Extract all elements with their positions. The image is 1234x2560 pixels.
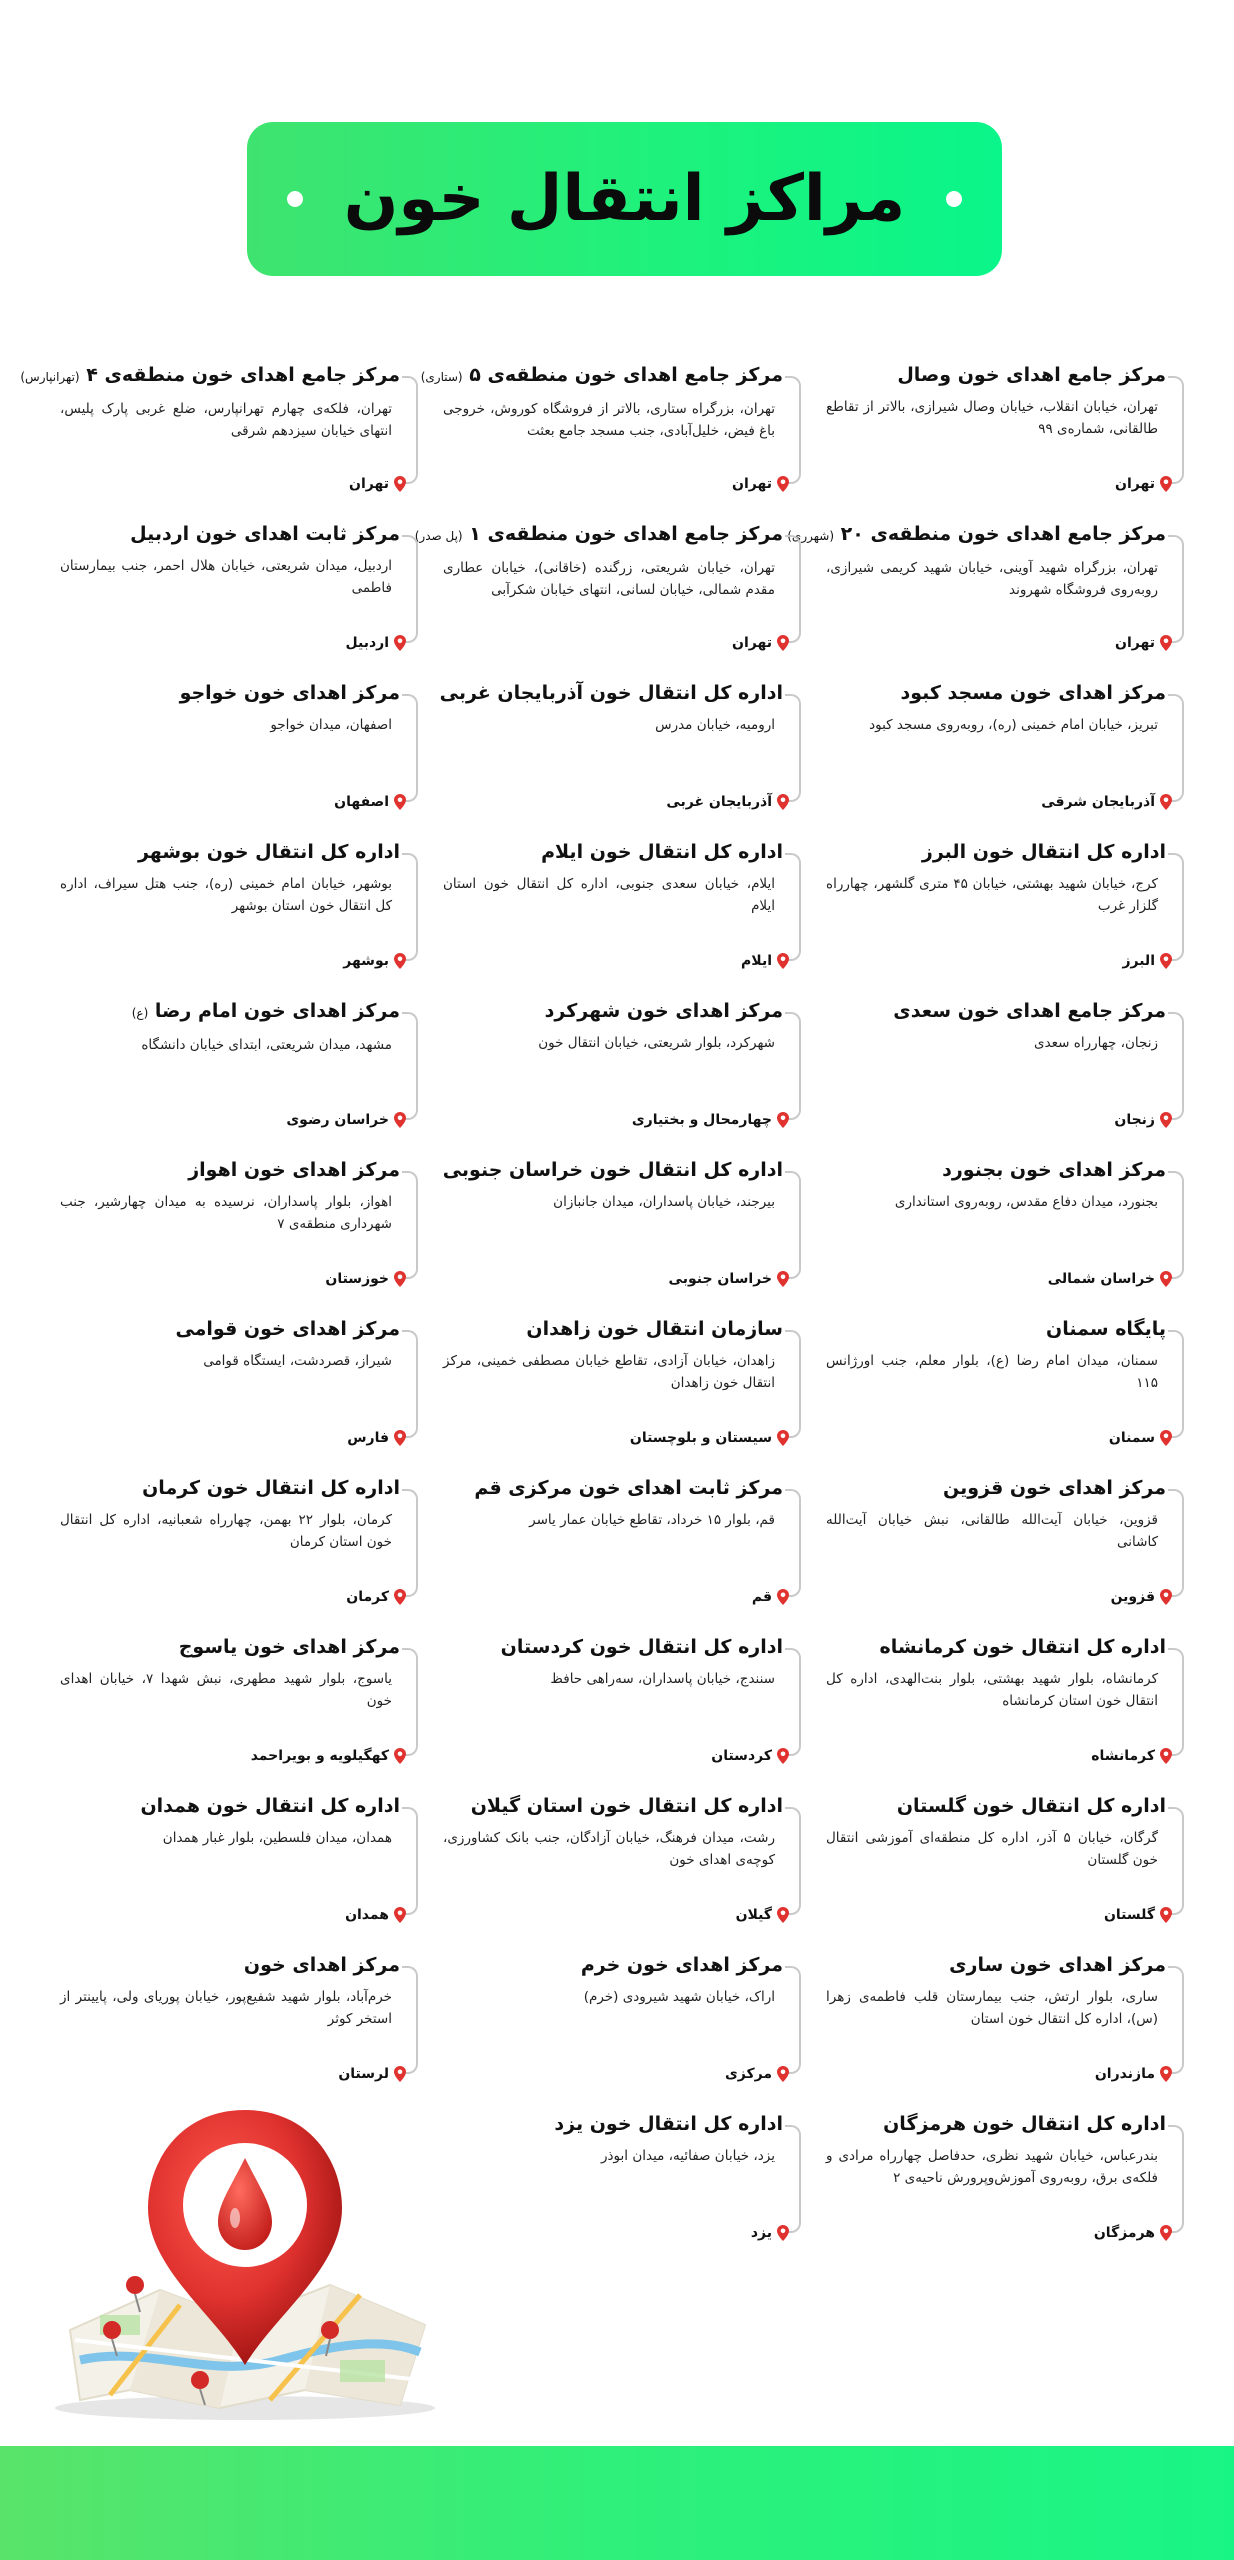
location-pin-icon [1160,635,1172,651]
center-name [420,362,783,390]
location-pin-icon [777,476,789,492]
center-city-label: یزد [750,2225,772,2241]
center-card [50,1783,418,1923]
card-bracket [785,1807,801,1915]
footer-bar [0,2446,1234,2560]
location-pin-icon [394,794,406,810]
location-pin-icon [394,1748,406,1764]
location-pin-icon [1160,1589,1172,1605]
center-address: بندرعباس، خیابان شهید نظری، حدفاصل چهارراه مرادی و فلکه‌ی برق، روبه‌روی آموزش‌وپرورش ناحیه‌ی ۲ [826,2148,1158,2186]
center-address: شهرکرد، بلوار شریعتی، خیابان انتقال خون [538,1035,775,1051]
card-bracket [402,1648,418,1756]
center-address: خرم‌آباد، بلوار شهید شفیع‌پور، خیابان پوریای ولی، پایینتر از استخر کوثر [60,1989,392,2027]
center-city [666,794,789,810]
center-name-text: مرکز اهدای خون مسجد کبود [900,682,1166,704]
center-name-text: اداره کل انتقال خون بوشهر [137,841,400,863]
center-city-label: سمنان [1108,1430,1155,1446]
card-bracket [785,1489,801,1597]
center-city-label: البرز [1122,953,1155,969]
centers-grid [20,352,1184,2260]
center-address: کرمانشاه، بلوار شهید بهشتی، بلوار بنت‌الهدی، اداره کل انتقال خون استان کرمانشاه [826,1671,1158,1709]
center-city-label: اصفهان [334,794,389,810]
center-name-text: مرکز اهدای خون بجنورد [942,1159,1166,1181]
center-name [826,1157,1166,1183]
center-name-text: سازمان انتقال خون زاهدان [526,1318,783,1340]
location-pin-icon [1160,2066,1172,2082]
center-address: مشهد، میدان شریعتی، ابتدای خیابان دانشگاه [141,1037,392,1053]
center-city [741,953,789,969]
center-card [433,829,801,969]
card-bracket [1168,535,1184,643]
card-bracket [785,1012,801,1120]
center-city-label: اردبیل [345,635,389,651]
card-bracket [1168,1489,1184,1597]
center-city [732,635,789,651]
center-city-label: هرمزگان [1093,2225,1155,2241]
center-address: ایلام، خیابان سعدی جنوبی، اداره کل انتقال خون استان ایلام [443,876,775,914]
center-city [343,953,406,969]
center-city-label: گیلان [735,1907,772,1923]
location-pin-icon [1160,1748,1172,1764]
center-city-label: تهران [349,476,389,492]
center-name-text: اداره کل انتقال خون آذربایجان غربی [439,682,783,704]
location-pin-icon [1160,1907,1172,1923]
card-bracket [785,1171,801,1279]
location-pin-icon [777,953,789,969]
card-bracket [785,2125,801,2233]
center-name-text: مرکز اهدای خون یاسوج [178,1636,400,1658]
card-bracket [402,535,418,643]
card-bracket [1168,853,1184,961]
card-bracket [1168,694,1184,802]
center-city [347,1430,406,1446]
location-pin-icon [777,635,789,651]
location-pin-icon [394,1907,406,1923]
center-name [826,998,1166,1024]
center-city-label: قم [751,1589,772,1605]
center-name-text: مرکز اهدای خون اهواز [188,1159,400,1181]
center-name [826,680,1166,706]
center-name [443,2111,783,2137]
location-pin-icon [777,1748,789,1764]
card-bracket [1168,1012,1184,1120]
center-name [60,998,400,1026]
center-name-text: مرکز اهدای خون شهرکرد [544,1000,783,1022]
center-city-label: کردستان [711,1748,772,1764]
center-address: تهران، فلکه‌ی چهارم تهرانپارس، ضلع غربی پارک پلیس، انتهای خیابان سیزدهم شرقی [60,401,392,439]
center-address: تهران، بزرگراه شهید آوینی، خیابان شهید کریمی شیرازی، روبه‌روی فروشگاه شهروند [826,560,1158,598]
center-address: زنجان، چهارراه سعدی [1034,1035,1158,1051]
location-pin-icon [394,2066,406,2082]
center-address: بوشهر، خیابان امام خمینی (ره)، جنب هتل سیراف، اداره کل انتقال خون استان بوشهر [60,876,392,914]
center-city-label: سیستان و بلوچستان [629,1430,772,1446]
center-city-label: مرکزی [724,2066,772,2082]
card-bracket [785,1966,801,2074]
center-name [443,839,783,865]
center-card [816,829,1184,969]
center-name [826,1475,1166,1501]
location-pin-icon [777,1271,789,1287]
center-address: تبریز، خیابان امام خمینی (ره)، روبه‌روی مسجد کبود [869,717,1158,733]
center-city [1048,1271,1172,1287]
center-card [50,511,418,651]
center-city [1109,1430,1172,1446]
card-bracket [1168,1966,1184,2074]
center-name [60,680,400,706]
center-name-text: مرکز جامع اهدای خون منطقه‌ی ۵ [469,364,783,386]
center-city [325,1271,406,1287]
center-name-text: مرکز اهدای خون امام رضا [154,1000,400,1022]
center-name [60,521,400,547]
center-city [338,2066,406,2082]
center-card [816,1624,1184,1764]
banner-dot-right [946,191,962,207]
location-pin-icon [394,635,406,651]
center-name [787,521,1166,549]
center-name-text: مرکز جامع اهدای خون منطقه‌ی ۲۰ [840,523,1166,545]
center-city [1115,635,1172,651]
center-card [433,988,801,1128]
center-address: کرج، خیابان شهید بهشتی، خیابان ۴۵ متری گلشهر، چهارراه گلزار غرب [826,876,1158,914]
location-pin-icon [1160,953,1172,969]
center-address: اهواز، بلوار پاسداران، نرسیده به میدان چهارشیر، جنب شهرداری منطقه‌ی ۷ [60,1194,392,1232]
center-city [1122,953,1172,969]
center-address: اراک، خیابان شهید شیرودی (خرم) [583,1989,775,2005]
center-card [816,1783,1184,1923]
card-bracket [785,535,801,643]
center-name [443,998,783,1024]
card-bracket [402,1807,418,1915]
location-pin-icon [394,1112,406,1128]
center-card [433,2101,801,2241]
center-city [1091,1748,1172,1764]
center-card [787,511,1184,651]
card-bracket [785,853,801,961]
center-name-text: مرکز ثابت اهدای خون مرکزی قم [474,1477,783,1499]
center-name [60,1157,400,1183]
location-pin-icon [1160,794,1172,810]
center-card [816,1147,1184,1287]
location-pin-icon [394,1430,406,1446]
center-city-label: خراسان شمالی [1047,1271,1155,1287]
location-pin-icon [1160,1112,1172,1128]
center-city [736,1907,789,1923]
location-pin-icon [1160,476,1172,492]
title-banner [247,122,1002,276]
center-city [751,2225,789,2241]
location-pin-icon [1160,1271,1172,1287]
center-city-label: کرمان [346,1589,389,1605]
center-address: گرگان، خیابان ۵ آذر، اداره کل منطقه‌ای آموزشی انتقال خون گلستان [826,1830,1159,1868]
center-city-label: مازندران [1094,2066,1155,2082]
center-city-label: تهران [732,476,772,492]
center-card [50,1306,418,1446]
center-card [816,1942,1184,2082]
center-city [725,2066,789,2082]
center-city-label: تهران [732,635,772,651]
center-address: سمنان، میدان امام رضا (ع)، بلوار معلم، جنب اورژانس ۱۱۵ [826,1353,1158,1391]
center-name-text: اداره کل انتقال خون استان گیلان [470,1795,783,1817]
center-address: یزد، خیابان صفائیه، میدان ابوذر [601,2148,775,2164]
card-bracket [785,1648,801,1756]
center-name-text: اداره کل انتقال خون ایلام [541,841,783,863]
center-city-label: چهارمحال و بختیاری [631,1112,772,1128]
center-name-text: اداره کل انتقال خون گلستان [896,1795,1166,1817]
center-address: بیرجند، خیابان پاسداران، میدان جانبازان [553,1194,775,1210]
center-city [1114,1112,1172,1128]
card-bracket [785,376,801,484]
center-address: ارومیه، خیابان مدرس [655,717,775,733]
center-city-label: خراسان جنوبی [668,1271,772,1287]
center-card [20,352,418,492]
center-city-label: آذربایجان غربی [666,794,772,810]
banner-dot-left [287,191,303,207]
location-pin-icon [777,1112,789,1128]
center-city [669,1271,789,1287]
center-city [1115,476,1172,492]
center-city [1094,2225,1172,2241]
center-address: قم، بلوار ۱۵ خرداد، تقاطع خیابان عمار یاسر [529,1512,775,1528]
center-name [60,1634,400,1660]
center-city-label: آذربایجان شرقی [1041,794,1155,810]
card-bracket [402,1489,418,1597]
center-name-text: اداره کل انتقال خون کردستان [500,1636,783,1658]
center-address: سنندج، خیابان پاسداران، سه‌راهی حافظ [550,1671,775,1687]
center-address: بجنورد، میدان دفاع مقدس، روبه‌روی استانداری [894,1194,1158,1210]
center-city-label: بوشهر [343,953,389,969]
card-bracket [1168,1807,1184,1915]
center-city [732,476,789,492]
center-name [826,1634,1166,1660]
center-city [349,476,406,492]
location-pin-icon [777,1430,789,1446]
center-name [60,1316,400,1342]
center-city [334,794,406,810]
center-city [286,1112,406,1128]
center-name [20,362,400,390]
center-name [60,1475,400,1501]
center-city-label: خوزستان [325,1271,389,1287]
center-name-text: مرکز اهدای خون قوامی [175,1318,400,1340]
center-name-text: اداره کل انتقال خون همدان [140,1795,400,1817]
center-name-text: مرکز جامع اهدای خون منطقه‌ی ۴ [86,364,400,386]
center-city [632,1112,789,1128]
center-card [433,1624,801,1764]
center-name [443,1952,783,1978]
center-name [443,1634,783,1660]
blood-drop-map-pin-icon [40,2090,460,2430]
center-address: رشت، میدان فرهنگ، خیابان آزادگان، جنب بانک کشاورزی، کوچه‌ی اهدای خون [443,1830,775,1868]
center-address: قزوین، خیابان آیت‌الله طالقانی، نبش خیابان آیت‌الله کاشانی [826,1512,1158,1550]
center-name [60,1952,400,1978]
center-card [433,1942,801,2082]
card-bracket [785,1330,801,1438]
center-city-label: زنجان [1114,1112,1155,1128]
center-address: یاسوج، بلوار شهید مطهری، نبش شهدا ۷، خیابان اهدای خون [60,1671,392,1709]
center-name-text: مرکز اهدای خون قزوین [942,1477,1166,1499]
center-card [50,1147,418,1287]
center-name [826,1793,1166,1819]
card-bracket [1168,1171,1184,1279]
center-city-label: تهران [1115,476,1155,492]
center-city-label: همدان [345,1907,389,1923]
card-bracket [402,694,418,802]
center-city [1041,794,1172,810]
center-name-text: مرکز اهدای خون خواجو [179,682,400,704]
center-name [443,1793,783,1819]
center-card [50,1942,418,2082]
center-address: شیراز، قصردشت، ایستگاه قوامی [203,1353,392,1369]
center-city [752,1589,789,1605]
center-name [60,839,400,865]
center-card [816,1465,1184,1605]
center-name-text: مرکز اهدای خون خرم [580,1954,783,1976]
center-name-text: مرکز ثابت اهدای خون اردبیل [130,523,400,545]
center-name-text: اداره کل انتقال خون یزد [554,2113,783,2135]
card-bracket [402,1171,418,1279]
center-city [345,1907,406,1923]
center-card [50,670,418,810]
center-address: ساری، بلوار ارتش، جنب بیمارستان قلب فاطمه‌ی زهرا (س)، اداره کل انتقال خون استان [826,1989,1158,2027]
location-pin-icon [394,953,406,969]
center-name-text: مرکز جامع اهدای خون وصال [897,364,1166,386]
center-name-note: (پل صدر) [414,529,463,543]
card-bracket [402,376,418,484]
center-card [816,670,1184,810]
center-city [1095,2066,1172,2082]
center-card [433,1465,801,1605]
center-city [345,635,406,651]
center-city [1111,1589,1172,1605]
center-card [816,352,1184,492]
center-card [50,1465,418,1605]
center-name [826,839,1166,865]
center-address: تهران، خیابان انقلاب، خیابان وصال شیرازی، بالاتر از تقاطع طالقانی، شماره‌ی ۹۹ [826,399,1158,437]
center-card [433,1783,801,1923]
center-card [816,988,1184,1128]
center-address: کرمان، بلوار ۲۲ بهمن، چهارراه شعبانیه، اداره کل انتقال خون استان کرمان [60,1512,392,1550]
center-name-note: (تهرانپارس) [20,370,80,384]
center-address: اردبیل، میدان شریعتی، خیابان هلال احمر، جنب بیمارستان فاطمی [60,558,392,596]
center-address: همدان، میدان فلسطین، بلوار غبار همدان [162,1830,392,1846]
card-bracket [1168,1648,1184,1756]
center-name-text: مرکز جامع اهدای خون منطقه‌ی ۱ [469,523,783,545]
card-bracket [1168,2125,1184,2233]
center-city [1104,1907,1172,1923]
center-city-label: قزوین [1110,1589,1155,1605]
center-card [816,1306,1184,1446]
center-name-text: اداره کل انتقال خون هرمزگان [883,2113,1166,2135]
center-name [826,1316,1166,1342]
location-pin-icon [394,1271,406,1287]
card-bracket [402,853,418,961]
center-name [826,362,1166,388]
center-name [414,521,783,549]
center-city-label: گلستان [1103,1907,1155,1923]
center-card [433,670,801,810]
center-name-text: مرکز اهدای خون ساری [949,1954,1166,1976]
center-name-text: مرکز اهدای خون [243,1954,400,1976]
center-name [826,1952,1166,1978]
card-bracket [402,1966,418,2074]
location-pin-icon [777,2225,789,2241]
center-address: زاهدان، خیابان آزادی، تقاطع خیابان مصطفی خمینی، مرکز انتقال خون زاهدان [443,1353,775,1391]
center-city [711,1748,789,1764]
center-name [826,2111,1166,2137]
center-card [50,988,418,1128]
center-name [443,1475,783,1501]
center-name-note: (ستاری) [420,370,463,384]
center-city [346,1589,406,1605]
location-pin-icon [394,476,406,492]
center-address: تهران، بزرگراه ستاری، بالاتر از فروشگاه کوروش، خروجی باغ فیض، خلیل‌آبادی، جنب مسجد جامع بعثت [443,401,775,439]
center-card [50,829,418,969]
center-name-note: (ع) [131,1006,149,1020]
center-name-text: پایگاه سمنان [1046,1318,1166,1340]
location-pin-icon [777,1907,789,1923]
center-address: تهران، خیابان شریعتی، زرگنده (خاقانی)، خیابان عطاری مقدم شمالی، خیابان لسانی، انتهای خیابان شکرآبی [443,560,775,598]
card-bracket [402,1330,418,1438]
center-name [60,1793,400,1819]
location-pin-icon [777,2066,789,2082]
location-pin-icon [394,1589,406,1605]
center-card [50,1624,418,1764]
center-address: اصفهان، میدان خواجو [270,717,392,733]
center-card [433,1306,801,1446]
card-bracket [1168,376,1184,484]
center-name [439,680,783,706]
center-city-label: لرستان [338,2066,389,2082]
center-name [443,1157,783,1183]
card-bracket [785,694,801,802]
page-title: مراکز انتقال خون [343,162,906,236]
center-name-text: اداره کل انتقال خون البرز [921,841,1166,863]
center-city-label: ایلام [741,953,772,969]
center-name-note: (شهرری) [787,529,835,543]
center-city-label: کهگیلویه و بویراحمد [250,1748,389,1764]
center-name-text: مرکز جامع اهدای خون سعدی [893,1000,1166,1022]
card-bracket [402,1012,418,1120]
card-bracket [1168,1330,1184,1438]
center-card [816,2101,1184,2241]
center-card [433,1147,801,1287]
center-card [420,352,801,492]
location-pin-icon [1160,2225,1172,2241]
center-name-text: اداره کل انتقال خون کرمانشاه [879,1636,1166,1658]
center-name-text: اداره کل انتقال خون خراسان جنوبی [442,1159,783,1181]
location-pin-icon [1160,1430,1172,1446]
center-city-label: کرمانشاه [1091,1748,1155,1764]
center-city [251,1748,406,1764]
location-pin-icon [777,794,789,810]
center-city-label: فارس [347,1430,389,1446]
center-card [414,511,801,651]
center-city-label: خراسان رضوی [286,1112,389,1128]
center-city [630,1430,789,1446]
center-name-text: اداره کل انتقال خون کرمان [142,1477,400,1499]
center-name [443,1316,783,1342]
location-pin-icon [777,1589,789,1605]
center-city-label: تهران [1115,635,1155,651]
